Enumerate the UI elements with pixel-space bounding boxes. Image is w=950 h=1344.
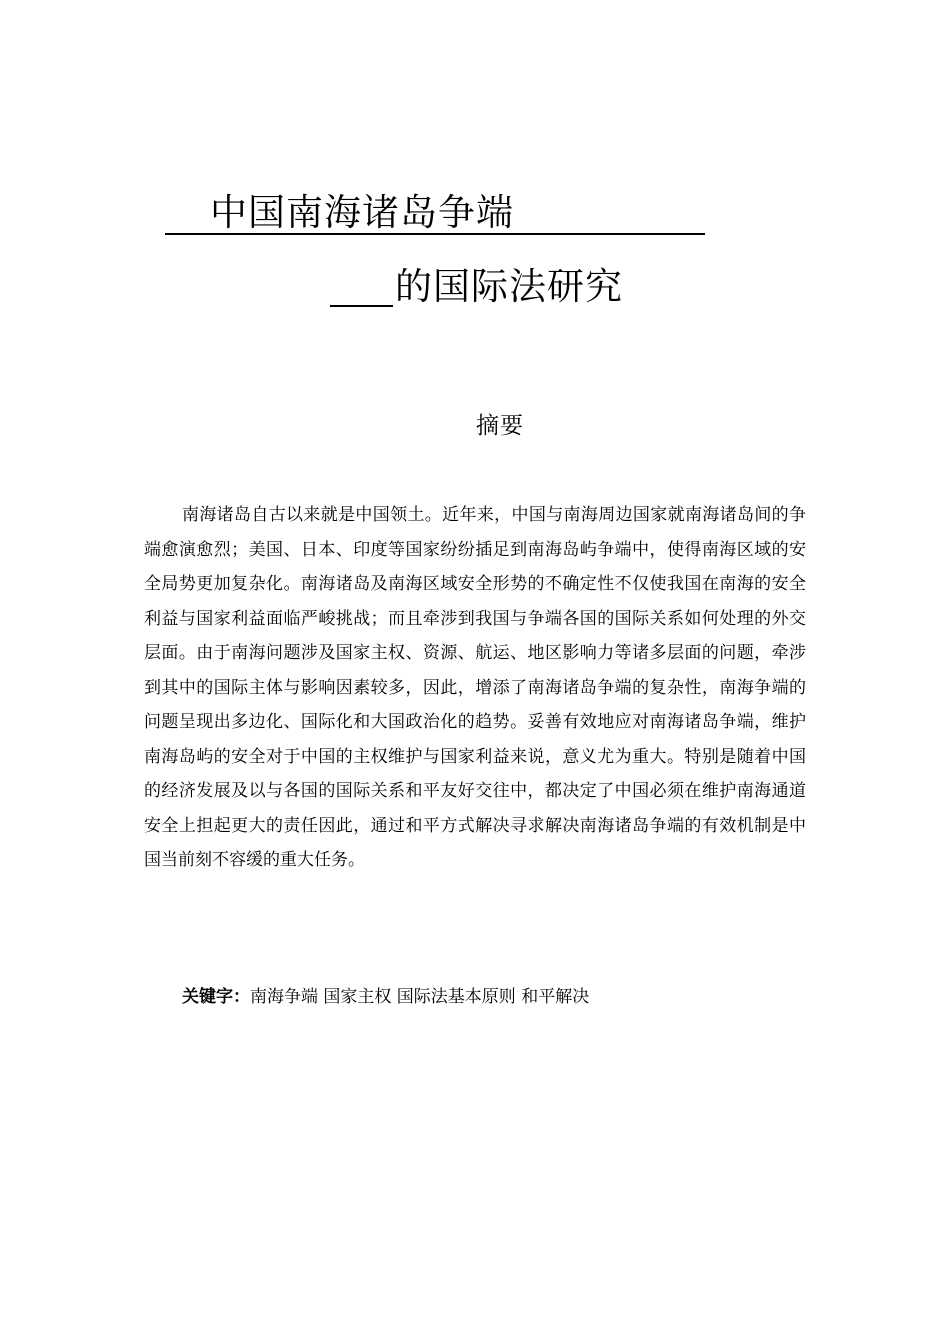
keywords-line xyxy=(182,982,589,1012)
abstract-heading: 摘要 xyxy=(476,413,524,439)
keywords-label: 关键字： xyxy=(182,987,250,1007)
keywords-value: 南海争端 国家主权 国际法基本原则 和平解决 xyxy=(250,987,590,1007)
title-underline-1 xyxy=(165,233,705,235)
title-underline-2 xyxy=(330,305,393,307)
title-line-2: 的国际法研究 xyxy=(395,265,623,308)
abstract-paragraph: 南海诸岛自古以来就是中国领土。近年来，中国与南海周边国家就南海诸岛间的争端愈演愈烈；美国、日本、印度等国家纷纷插足到南海岛屿争端中，使得南海区域的安全局势更加复杂化。南海诸岛及南海区域安全形势的不确定性不仅使我国在南海的安全利益与国家利益面临严峻挑战；而且牵涉到我国与争端各国的国际关系如何处理的外交层面。由于南海问题涉及国家主权、资源、航运、地区影响力等诸多层面的问题，牵涉到其中的国际主体与影响因素较多，因此，增添了南海诸岛争端的复杂性，南海争端的问题呈现出多边化、国际化和大国政治化的趋势。妥善有效地应对南海诸岛争端，维护南海岛屿的安全对于中国的主权维护与国家利益来说，意义尤为重大。特别是随着中国的经济发展及以与各国的国际关系和平友好交往中，都决定了中国必须在维护南海通道安全上担起更大的责任因此，通过和平方式解决寻求解决南海诸岛争端的有效机制是中国当前刻不容缓的重大任务。 xyxy=(144,505,806,870)
title-line-1: 中国南海诸岛争端 xyxy=(210,191,514,234)
